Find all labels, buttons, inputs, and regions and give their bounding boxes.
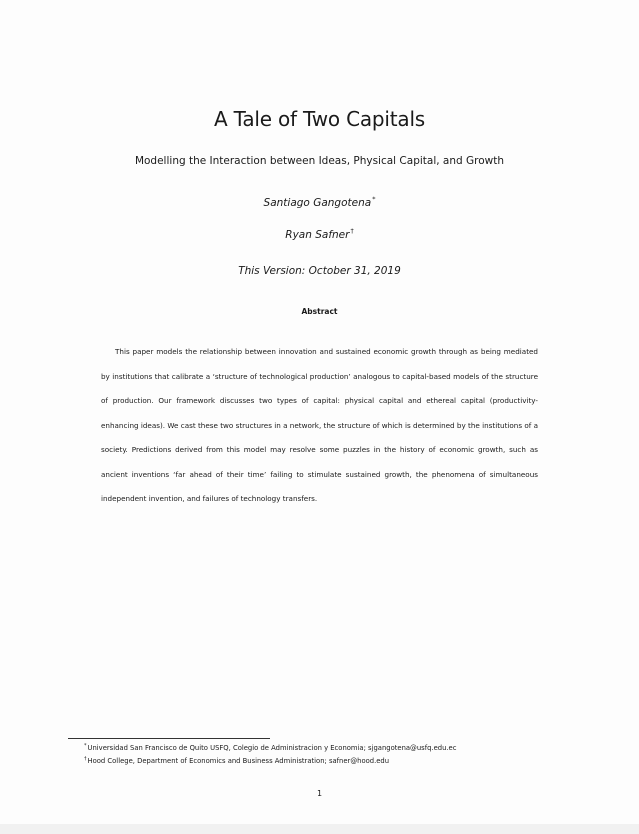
footnote-2-text: Hood College, Department of Economics and Business Administration; safner@hood.edu xyxy=(87,757,390,765)
abstract-text: This paper models the relationship between innovation and sustained economic growth through as being mediated by institutions that calibrate a ‘structure of technological production’ analogous to capital-based models of the structure of production. Our framework discusses two types of capital: physical capital and ethereal capital (productivity-enhancing ideas). We cast these two structures in a network, the structure of which is determined by the institutions of a society. Predictions derived from this model may resolve some puzzles in the history of economic growth, such as ancient inventions ‘far ahead of their time’ failing to stimulate sustained growth, the phenomena of simultaneous independent invention, and failures of technology transfers. xyxy=(101,347,538,503)
paper-subtitle: Modelling the Interaction between Ideas, Physical Capital, and Growth xyxy=(134,155,505,167)
footnote-2-mark: † xyxy=(84,756,87,762)
page-number: 1 xyxy=(316,789,323,798)
footnote-divider xyxy=(68,738,270,739)
author-2 xyxy=(0,227,639,241)
paper-title: A Tale of Two Capitals xyxy=(213,107,426,131)
footnote-1 xyxy=(84,743,456,752)
footnote-1-mark: * xyxy=(84,743,87,749)
author-2-footnote-mark[interactable]: † xyxy=(350,227,354,235)
version-date: This Version: October 31, 2019 xyxy=(238,265,401,277)
author-2-name: Ryan Safner xyxy=(285,229,350,241)
author-1-name: Santiago Gangotena xyxy=(263,197,372,209)
footnote-2 xyxy=(84,756,389,765)
abstract-heading: Abstract xyxy=(301,307,338,316)
viewer-bottom-edge xyxy=(0,824,639,834)
footnote-1-text: Universidad San Francisco de Quito USFQ, Colegio de Administracion y Economia; sjgangotena@usfq.edu.ec xyxy=(87,744,457,752)
author-1 xyxy=(0,195,639,209)
author-1-footnote-mark[interactable]: * xyxy=(372,195,376,203)
